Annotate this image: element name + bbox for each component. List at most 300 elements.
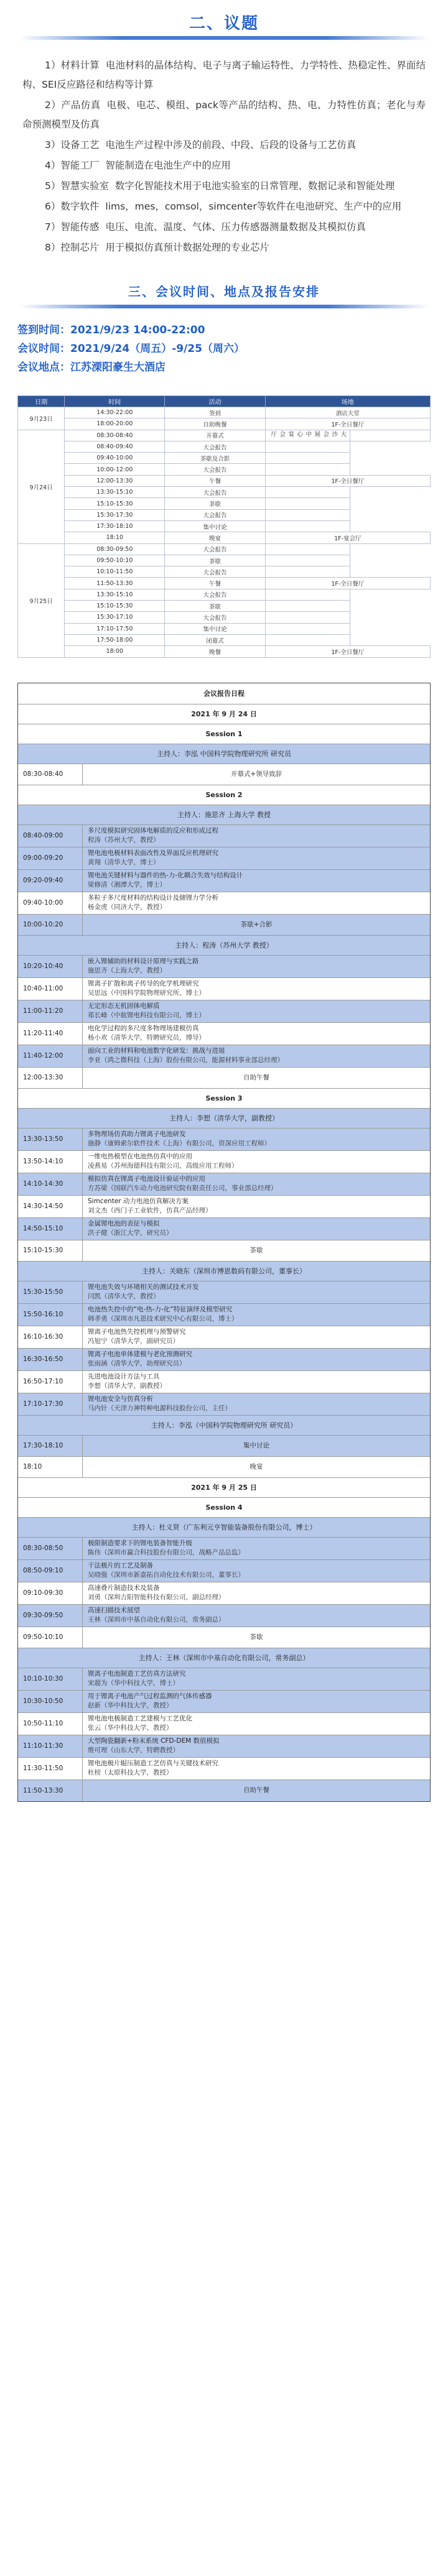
topic-item <box>22 96 426 134</box>
schedule-activity: 大会报告 <box>165 612 265 623</box>
agenda-band-text: 2021 年 9 月 24 日 <box>191 710 257 719</box>
agenda-content <box>83 1023 430 1045</box>
agenda-chair-row <box>18 805 430 825</box>
topic-item <box>22 238 426 257</box>
agenda-time: 11:00-11:20 <box>18 1000 83 1022</box>
agenda-speaker: 施静（康姆索尔软件技术（上海）有限公司，资深应用工程师） <box>88 1140 271 1148</box>
agenda-item-row <box>18 1668 430 1691</box>
schedule-place: 1F-全日餐厅 <box>265 578 430 589</box>
agenda-item-row <box>18 1582 430 1605</box>
agenda-band-row <box>18 724 430 744</box>
agenda-topic: 锂电池极片辊压制造工艺仿真与关键技术研究 <box>88 1760 218 1768</box>
agenda-topic: 先进电池设计方法与工具 <box>88 1373 160 1381</box>
agenda-speaker: 梁修清（湘潭大学，博士） <box>88 881 166 889</box>
agenda-chair-text: 主持人：程涛（苏州大学 教授） <box>175 941 273 950</box>
schedule-time: 18:10 <box>65 532 165 543</box>
agenda-time: 17:10-17:30 <box>18 1393 83 1415</box>
agenda-speaker: 洪子健（浙江大学，研究员） <box>88 1229 173 1237</box>
schedule-row <box>18 543 431 555</box>
topic-number: 8） <box>45 242 61 253</box>
agenda-item-row <box>18 1560 430 1582</box>
agenda-content <box>83 1173 430 1195</box>
agenda-time: 15:50-16:10 <box>18 1304 83 1326</box>
agenda-topic: 茶歇+合影 <box>240 920 273 928</box>
schedule-row <box>18 464 431 475</box>
agenda-time: 09:30-09:50 <box>18 1605 83 1627</box>
schedule-row <box>18 566 431 578</box>
agenda-topic: 嵌入锂辅助的材料设计原理与实践之路 <box>88 958 199 966</box>
topic-desc: lims，mes，comsol，simcenter等软件在电池研究、生产中的应用 <box>105 201 402 212</box>
schedule-date: 9月24日 <box>18 430 65 543</box>
agenda-topic: Simcenter 动力电池仿真解决方案 <box>88 1198 189 1206</box>
topic-name: 产品仿真 <box>61 99 101 111</box>
schedule-place-empty <box>265 555 350 566</box>
topic-desc: 电极、电芯、模组、pack等产品的结构、热、电、力特性仿真；老化与寿命预测模型及仿真 <box>22 99 426 130</box>
agenda-band-row <box>18 704 430 724</box>
agenda-content <box>83 1151 430 1173</box>
schedule-activity: 茶歇 <box>165 555 265 566</box>
schedule-place-empty <box>265 487 350 498</box>
agenda-time: 09:00-09:20 <box>18 847 83 869</box>
schedule-place-empty <box>265 634 350 645</box>
schedule-place: 1F-全日餐厅 <box>265 475 430 486</box>
agenda-topic: 开幕式+领导致辞 <box>230 770 282 778</box>
agenda-topic: 自助午餐 <box>243 1073 269 1081</box>
agenda-item-row <box>18 1349 430 1371</box>
agenda-item-row <box>18 1326 430 1349</box>
topic-number: 2） <box>45 99 62 111</box>
agenda-topic: 金属锂电池的表征与模拟 <box>88 1220 160 1228</box>
schedule-row <box>18 601 431 612</box>
topic-name: 智能传感 <box>60 221 100 233</box>
schedule-row <box>18 475 431 486</box>
topic-name: 智慧实验室 <box>60 180 109 192</box>
agenda-speaker: 李亚（鸿之微科技（上海）股份有限公司，能源材料事业部总经理） <box>88 1056 284 1064</box>
section-3-title: 三、会议时间、地点及报告安排 <box>128 284 320 299</box>
agenda-speaker: 凌燕易（苏州海德科技有限公司，高级应用工程师） <box>88 1162 238 1170</box>
agenda-item-row <box>18 978 430 1000</box>
agenda-speaker: 马内针（天津力神特种电源科技股份公司，主任） <box>88 1405 231 1413</box>
agenda-item-row <box>18 1304 430 1326</box>
agenda-topic: 茶歇 <box>250 1633 263 1641</box>
schedule-row <box>18 453 431 464</box>
agenda-time: 09:40-10:00 <box>18 892 83 914</box>
agenda-item-row <box>18 1129 430 1151</box>
agenda-topic: 自助午餐 <box>243 1786 269 1794</box>
agenda-item-row <box>18 847 430 870</box>
schedule-time: 18:00 <box>65 646 165 657</box>
agenda-speaker: 方苏梁（国联汽车动力电池研究院有限责任公司，事业部总经理） <box>88 1184 278 1193</box>
schedule-place: 1F-全日餐厅 <box>265 418 430 430</box>
schedule-header-venue: 场地 <box>265 396 430 407</box>
agenda-content <box>83 1393 430 1415</box>
agenda-topic: 锂离子扩散和离子传导的化学机理研究 <box>88 980 199 988</box>
agenda-topic: 高速扫描技术展望 <box>88 1607 140 1615</box>
agenda-item-row <box>18 870 430 892</box>
schedule-place: 酒店大堂 <box>265 407 430 418</box>
agenda-time: 17:30-18:10 <box>18 1436 83 1456</box>
agenda-content <box>83 1691 430 1712</box>
agenda-item-row <box>18 764 430 785</box>
agenda-time: 16:30-16:50 <box>18 1349 83 1370</box>
agenda-content <box>83 870 430 892</box>
schedule-time: 08:30-09:50 <box>65 543 165 555</box>
schedule-row <box>18 555 431 566</box>
agenda-chair-row <box>18 936 430 956</box>
agenda-item-row <box>18 1000 430 1023</box>
agenda-time: 08:30-08:40 <box>18 764 83 785</box>
meeting-venue: 会议地点：江苏溧阳豪生大酒店 <box>17 361 166 374</box>
agenda-item-row <box>18 1218 430 1240</box>
agenda-item-row <box>18 1627 430 1648</box>
topic-number: 1） <box>45 60 61 71</box>
schedule-activity: 开幕式 <box>165 430 265 441</box>
agenda-topic: 锂离子电池热失控机理与预警研究 <box>88 1328 186 1336</box>
schedule-time: 12:00-13:30 <box>65 475 165 486</box>
agenda-content <box>83 915 430 935</box>
schedule-row <box>18 612 431 623</box>
schedule-row <box>18 532 431 543</box>
schedule-activity: 晚餐 <box>165 646 265 657</box>
topic-name: 智能工厂 <box>60 160 100 171</box>
agenda-item-row <box>18 1758 430 1780</box>
agenda-time: 16:50-17:10 <box>18 1371 83 1393</box>
agenda-topic: 电化学过程的多尺度多物理场建模仿真 <box>88 1025 199 1033</box>
agenda-speaker: 郑长峰（中航锂电科技有限公司，博士） <box>88 1012 205 1020</box>
agenda-time: 09:50-10:10 <box>18 1627 83 1648</box>
agenda-topic: 晚宴 <box>250 1462 263 1470</box>
agenda-time: 14:50-15:10 <box>18 1218 83 1240</box>
agenda-content <box>83 1668 430 1690</box>
agenda-content <box>83 978 430 1000</box>
agenda-item-row <box>18 1538 430 1560</box>
schedule-date: 9月23日 <box>18 407 65 430</box>
agenda-content <box>83 1068 430 1088</box>
agenda-content <box>83 1457 430 1477</box>
schedule-row <box>18 498 431 509</box>
agenda-content <box>83 1196 430 1217</box>
agenda-item-row <box>18 1240 430 1262</box>
agenda-topic: 茶歇 <box>250 1246 263 1254</box>
schedule-row <box>18 634 431 645</box>
schedule-place-empty <box>350 430 431 441</box>
agenda-band-text: Session 3 <box>205 1094 243 1102</box>
agenda-content <box>83 825 430 847</box>
schedule-date: 9月25日 <box>18 543 65 657</box>
agenda-chair-text: 主持人：李想（清华大学，副教授） <box>169 1114 279 1123</box>
schedule-row <box>18 623 431 634</box>
agenda-time: 11:30-11:50 <box>18 1758 83 1780</box>
schedule-header-row <box>18 396 431 407</box>
section-2-title: 二、议题 <box>189 14 259 33</box>
schedule-activity: 茶歇 <box>165 601 265 612</box>
topic-desc: 智能制造在电池生产中的应用 <box>105 160 231 171</box>
schedule-activity: 午餐 <box>165 475 265 486</box>
schedule-activity: 午餐 <box>165 578 265 589</box>
schedule-activity: 茶歇 <box>165 498 265 509</box>
agenda-time: 13:30-13:50 <box>18 1129 83 1150</box>
agenda-time: 08:50-09:10 <box>18 1560 83 1582</box>
agenda-time: 15:30-15:50 <box>18 1281 83 1303</box>
agenda-time: 09:10-09:30 <box>18 1582 83 1604</box>
schedule-time: 10:00-12:00 <box>65 464 165 475</box>
agenda-chair-text: 主持人：李泓（中国科学院物理研究所 研究员） <box>151 1421 297 1430</box>
schedule-activity: 集中讨论 <box>165 623 265 634</box>
agenda-time: 08:40-09:00 <box>18 825 83 847</box>
agenda-item-row <box>18 1713 430 1735</box>
agenda-speaker: 黄翔（清华大学，博士） <box>88 859 160 867</box>
agenda-time: 11:40-12:00 <box>18 1045 83 1067</box>
schedule-row <box>18 578 431 589</box>
schedule-header-activity: 活动 <box>165 396 265 407</box>
agenda-chair-row <box>18 744 430 764</box>
section-3-header <box>0 269 448 312</box>
agenda-time: 10:20-10:40 <box>18 956 83 977</box>
agenda-item-row <box>18 915 430 936</box>
agenda-item-row <box>18 1281 430 1304</box>
schedule-activity: 大会报告 <box>165 589 265 600</box>
agenda-speaker: 赵新（华中科技大学，教授） <box>88 1702 173 1710</box>
agenda-item-row <box>18 892 430 915</box>
topic-desc: 电压、电流、温度、气体、压力传感器测量数据及其模拟仿真 <box>105 221 366 233</box>
topic-name: 设备工艺 <box>60 139 100 150</box>
agenda-time: 14:10-14:30 <box>18 1173 83 1195</box>
section-2-header <box>0 0 448 44</box>
agenda-content <box>83 1326 430 1348</box>
topic-item <box>22 156 426 175</box>
agenda-speaker: 杜榜（太原科技大学，教授） <box>88 1769 173 1777</box>
agenda-band-row <box>18 1089 430 1109</box>
agenda-item-row <box>18 1436 430 1457</box>
schedule-activity: 闭幕式 <box>165 634 265 645</box>
schedule-activity: 大会报告 <box>165 487 265 498</box>
agenda-time: 10:10-10:30 <box>18 1668 83 1690</box>
schedule-time: 18:00-20:00 <box>65 418 165 430</box>
agenda-content <box>83 1758 430 1780</box>
agenda-item-row <box>18 1457 430 1478</box>
schedule-time: 09:50-10:10 <box>65 555 165 566</box>
schedule-time: 08:40-09:40 <box>65 441 165 452</box>
agenda-topic: 锂电池电极制造工艺建模与工艺优化 <box>88 1715 192 1723</box>
agenda-title-row <box>18 683 430 704</box>
agenda-topic: 锂电池电极材料表面改性及界面反应机理研究 <box>88 849 218 857</box>
schedule-time: 17:10-17:50 <box>65 623 165 634</box>
agenda-content <box>83 956 430 977</box>
schedule-activity: 大会报告 <box>165 509 265 520</box>
agenda-band-text: 2021 年 9 月 25 日 <box>191 1484 257 1492</box>
agenda-content <box>83 1780 430 1801</box>
topic-desc: 用于模拟仿真预计数据处理的专业芯片 <box>105 242 269 253</box>
topic-number: 7） <box>45 221 61 233</box>
agenda-content <box>83 1371 430 1393</box>
agenda-topic: 面向工业的材料和电池数字化研发：挑战与进展 <box>88 1047 225 1055</box>
agenda-time: 11:50-13:30 <box>18 1780 83 1801</box>
agenda-speaker: 吴思远（中国科学院物理研究所，博士） <box>88 989 205 997</box>
agenda-time: 09:20-09:40 <box>18 870 83 892</box>
agenda-speaker: 陈伟（深圳市赢合科技股份有限公司，战略产品总监） <box>88 1549 245 1557</box>
agenda-content <box>83 1281 430 1303</box>
topic-name: 数字软件 <box>60 201 100 212</box>
schedule-time: 15:30-17:30 <box>65 509 165 520</box>
topic-name: 材料计算 <box>60 60 100 71</box>
agenda-topic: 极限制造要求下的锂电装备智能升级 <box>88 1540 192 1548</box>
agenda-band-row <box>18 1478 430 1498</box>
agenda-topic: 模拟仿真在锂离子电池设计验证中的应用 <box>88 1175 205 1183</box>
schedule-place-empty <box>265 601 350 612</box>
agenda-topic: 集中讨论 <box>243 1441 269 1449</box>
topic-number: 5） <box>45 180 61 192</box>
schedule-row <box>18 418 431 430</box>
agenda-topic: 干法极片的工艺及制备 <box>88 1562 153 1570</box>
topic-item <box>22 218 426 237</box>
agenda-topic: 多尺度模拟研究固体电解质的反应和形成过程 <box>88 827 218 835</box>
agenda-content <box>83 1735 430 1757</box>
agenda-time: 12:00-13:30 <box>18 1068 83 1088</box>
agenda-topic: 无定形态无机固体电解质 <box>88 1002 160 1010</box>
agenda-content <box>83 764 430 785</box>
schedule-time: 10:10-11:50 <box>65 566 165 578</box>
agenda-chair-text: 主持人：杜义贤（广东利元亨智能装备股份有限公司，博士） <box>131 1523 317 1532</box>
agenda-chair-text: 主持人：李泓 中国科学院物理研究所 研究员 <box>157 750 291 759</box>
agenda-topic: 锂电池安全与仿真分析 <box>88 1395 153 1403</box>
agenda-item-row <box>18 956 430 978</box>
schedule-activity: 签到 <box>165 407 265 418</box>
schedule-time: 17:50-18:00 <box>65 634 165 645</box>
agenda-band-row <box>18 785 430 805</box>
schedule-time: 14:30-22:00 <box>65 407 165 418</box>
agenda-topic: 多物理场仿真助力锂离子电池研发 <box>88 1130 186 1138</box>
agenda-chair-row <box>18 1262 430 1281</box>
schedule-row <box>18 487 431 498</box>
topic-item <box>22 197 426 216</box>
agenda-item-row <box>18 825 430 847</box>
agenda-band-text: Session 1 <box>205 729 243 738</box>
agenda-speaker: 王林（深圳市中基自动化有限公司，常务副总） <box>88 1616 225 1624</box>
schedule-time: 13:30-15:10 <box>65 487 165 498</box>
agenda-chair-text: 主持人：王林（深圳市中基自动化有限公司，常务副总） <box>138 1654 310 1663</box>
schedule-table <box>17 395 431 658</box>
agenda-band-text: Session 4 <box>205 1503 243 1512</box>
agenda-speaker: 宋超为（华中科技大学，博士） <box>88 1679 179 1687</box>
topic-number: 4） <box>45 160 61 171</box>
agenda-topic: 多粒子多尺度材料的结构设计及储锂力学分析 <box>88 894 218 902</box>
agenda-speaker: 程涛（苏州大学，教授） <box>88 836 160 844</box>
agenda-content <box>83 1129 430 1150</box>
agenda-item-row <box>18 1780 430 1801</box>
agenda-topic: 高速叠片制造技术及装备 <box>88 1584 160 1592</box>
agenda-content <box>83 892 430 914</box>
meeting-info <box>0 312 448 385</box>
agenda-speaker: 冯旭宁（清华大学，副研究员） <box>88 1337 179 1346</box>
schedule-activity: 自助晚餐 <box>165 418 265 430</box>
agenda-item-row <box>18 1068 430 1089</box>
schedule-row <box>18 520 431 532</box>
checkin-time: 签到时间：2021/9/23 14:00-22:00 <box>17 324 205 336</box>
agenda-content <box>83 1627 430 1648</box>
agenda-time: 10:50-11:10 <box>18 1713 83 1735</box>
agenda-topic: 用于锂离子电池产气过程监测的气体传感器 <box>88 1692 212 1701</box>
schedule-time: 15:10-15:30 <box>65 601 165 612</box>
schedule-time: 09:40-10:00 <box>65 453 165 464</box>
agenda-item-row <box>18 1393 430 1416</box>
agenda-band-row <box>18 1498 430 1518</box>
schedule-header-time: 时间 <box>65 396 165 407</box>
agenda-content <box>83 1713 430 1735</box>
agenda-chair-row <box>18 1648 430 1668</box>
agenda-content <box>83 1304 430 1326</box>
schedule-time: 13:30-15:10 <box>65 589 165 600</box>
topic-desc: 电池材料的晶体结构、电子与离子输运特性、力学特性、热稳定性、界面结构、SEI反应路径和结构等计算 <box>22 60 426 90</box>
schedule-row <box>18 441 431 452</box>
agenda-speaker: 维可理（山东大学，特聘教授） <box>88 1747 179 1755</box>
schedule-row <box>18 430 431 441</box>
schedule-row <box>18 646 431 657</box>
agenda-speaker: 刘文杰（西门子工业软件，仿真产品经理） <box>88 1207 212 1215</box>
agenda-item-row <box>18 1735 430 1758</box>
agenda-content <box>83 1000 430 1022</box>
agenda-chair-text: 主持人：关晓东（深圳市博恩数码有限公司，董事长） <box>142 1267 306 1276</box>
agenda-topic: 电池热失控中的“电-热-力-化”特征演绎及模型研究 <box>88 1306 233 1314</box>
agenda-topic: 锂离子电池制造工艺仿真方法研究 <box>88 1670 186 1678</box>
agenda-speaker: 张云（华中科技大学，教授） <box>88 1724 173 1732</box>
topic-desc: 数字化智能技术用于电池实验室的日常管理、数据记录和智能处理 <box>114 180 395 192</box>
agenda-topic: 大型陶瓷翻新+粉末系统 CFD-DEM 数值模拟 <box>88 1737 220 1745</box>
schedule-time: 17:30-18:10 <box>65 520 165 532</box>
topics-list <box>0 44 448 265</box>
schedule-header-date: 日期 <box>18 396 65 407</box>
topic-name: 控制芯片 <box>60 242 100 253</box>
schedule-time: 15:10-15:30 <box>65 498 165 509</box>
schedule-activity: 大会报告 <box>165 464 265 475</box>
agenda-content <box>83 1560 430 1582</box>
schedule-activity: 大会报告 <box>165 441 265 452</box>
agenda-topic: 一维电热模型在电池热仿真中的应用 <box>88 1153 192 1161</box>
schedule-place-empty <box>265 543 350 555</box>
topic-item <box>22 56 426 95</box>
agenda-time: 16:10-16:30 <box>18 1326 83 1348</box>
schedule-place-empty <box>265 589 350 600</box>
schedule-place-empty <box>265 612 350 623</box>
schedule-activity: 大会报告 <box>165 566 265 578</box>
schedule-activity: 晚宴 <box>165 532 265 543</box>
agenda-item-row <box>18 1045 430 1068</box>
agenda-band-text: Session 2 <box>205 790 243 799</box>
schedule-place: 1F-宴会厅 <box>265 532 430 543</box>
agenda-topic: 锂电池失效与环境相关的测试技术开发 <box>88 1283 199 1291</box>
agenda-time: 10:00-10:20 <box>18 915 83 935</box>
agenda-speaker: 张雨涵（清华大学，助理研究员） <box>88 1360 186 1368</box>
agenda-speaker: 刘勇（深圳吉阳智能科技有限公司，副总经理） <box>88 1594 225 1602</box>
agenda-time: 11:20-11:40 <box>18 1023 83 1045</box>
topic-desc: 电池生产过程中涉及的前段、中段、后段的设备与工艺仿真 <box>105 139 357 150</box>
agenda-chair-text: 主持人：施思齐 上海大学 教授 <box>177 811 271 819</box>
agenda-content <box>83 847 430 869</box>
agenda-speaker: 杨小欢（清华大学，特聘研究员，博导） <box>88 1034 205 1042</box>
schedule-place-empty <box>265 509 350 520</box>
schedule-place-empty <box>265 464 350 475</box>
agenda-time: 10:40-11:00 <box>18 978 83 1000</box>
agenda-content <box>83 1045 430 1067</box>
agenda-time: 18:10 <box>18 1457 83 1477</box>
topic-item <box>22 136 426 155</box>
schedule-row <box>18 407 431 418</box>
meeting-time: 会议时间：2021/9/24（周五）-9/25（周六） <box>17 343 245 355</box>
agenda-item-row <box>18 1196 430 1218</box>
agenda-table <box>17 683 431 1802</box>
agenda-content <box>83 1349 430 1370</box>
agenda-time: 10:30-10:50 <box>18 1691 83 1712</box>
agenda-chair-row <box>18 1109 430 1129</box>
